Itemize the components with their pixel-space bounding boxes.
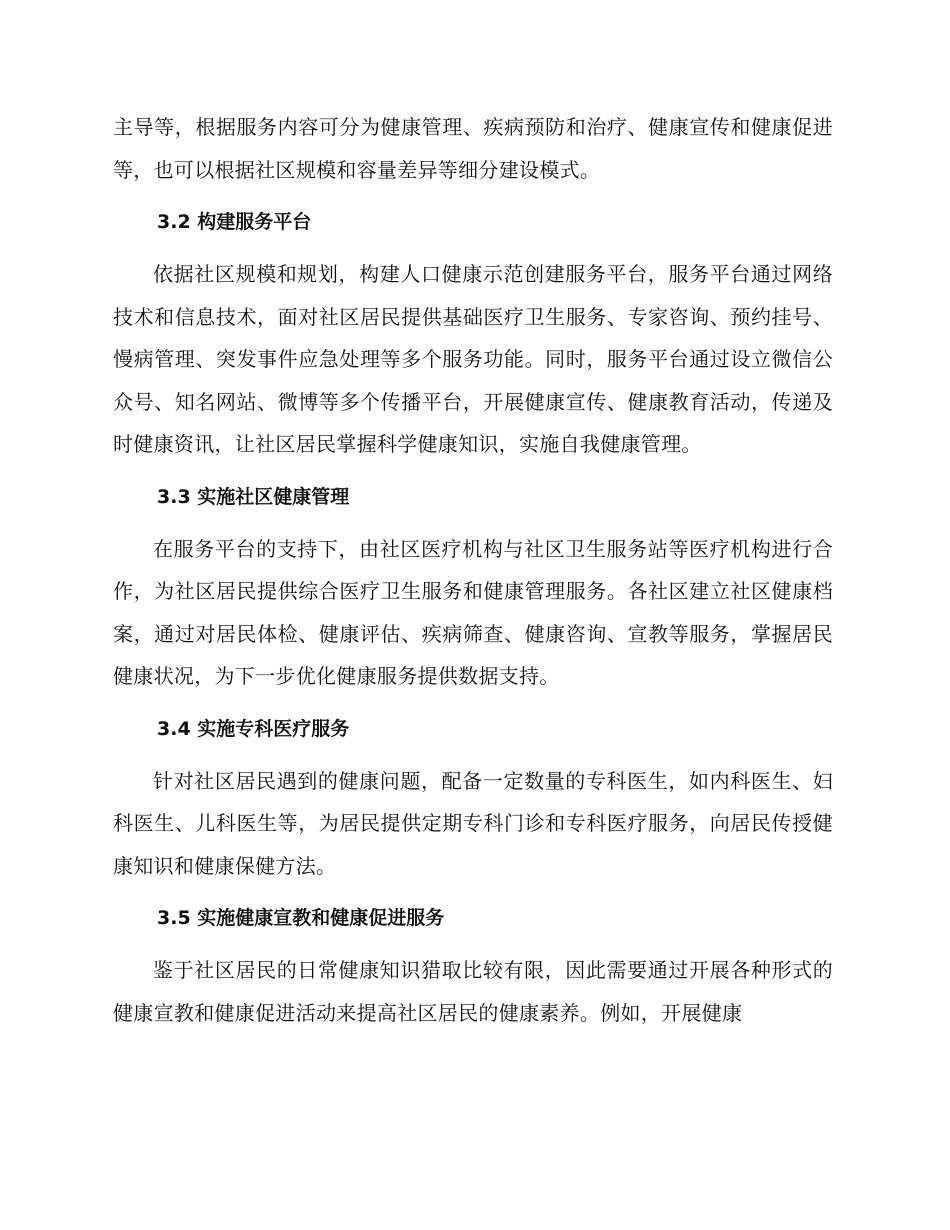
- section-heading-3-4: 3.4 实施专科医疗服务: [157, 717, 350, 740]
- section-heading-3-3: 3.3 实施社区健康管理: [157, 485, 350, 508]
- section-heading-3-5: 3.5 实施健康宣教和健康促进服务: [157, 907, 445, 929]
- document-body: [113, 106, 833, 1034]
- section-3-3-paragraph: 在服务平台的支持下，由社区医疗机构与社区卫生服务站等医疗机构进行合作，为社区居民提供综合医疗卫生服务和健康管理服务。各社区建立社区健康档案，通过对居民体检、健康评估、疾病筛查、健康咨询、宣教等服务，掌握居民健康状况，为下一步优化健康服务提供数据支持。: [113, 536, 833, 688]
- intro-paragraph: 主导等，根据服务内容可分为健康管理、疾病预防和治疗、健康宣传和健康促进等，也可以根据社区规模和容量差异等细分建设模式。: [113, 115, 833, 182]
- section-3-5-paragraph: 鉴于社区居民的日常健康知识猎取比较有限，因此需要通过开展各种形式的健康宣教和健康促进活动来提高社区居民的健康素养。例如，开展健康: [113, 958, 833, 1025]
- section-heading-3-2: 3.2 构建服务平台: [157, 211, 312, 233]
- section-3-4-paragraph: 针对社区居民遇到的健康问题，配备一定数量的专科医生，如内科医生、妇科医生、儿科医生等，为居民提供定期专科门诊和专科医疗服务，向居民传授健康知识和健康保健方法。: [113, 768, 833, 878]
- section-3-2-paragraph: 依据社区规模和规划，构建人口健康示范创建服务平台，服务平台通过网络技术和信息技术，面对社区居民提供基础医疗卫生服务、专家咨询、预约挂号、慢病管理、突发事件应急处理等多个服务功能。同时，服务平台通过设立微信公众号、知名网站、微博等多个传播平台，开展健康宣传、健康教育活动，传递及时健康资讯，让社区居民掌握科学健康知识，实施自我健康管理。: [113, 262, 833, 456]
